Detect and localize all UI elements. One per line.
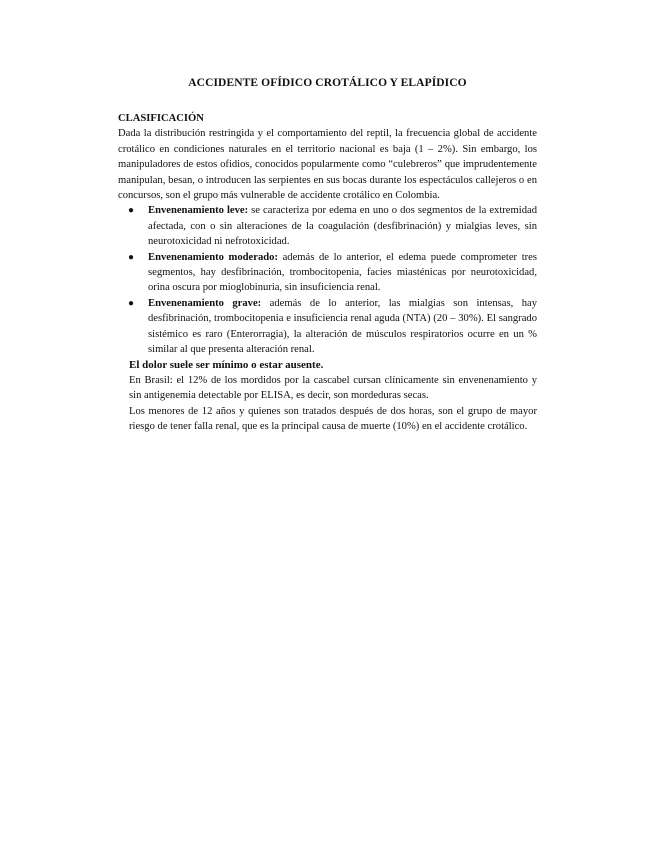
bullet-term: Envenenamiento moderado: [148,251,278,263]
bullet-text: además de lo anterior, el edema puede comprometer tres segmentos, hay desfibrinación, trombocitopenia, facies miasténicas por neurotoxicidad, orina oscura por mioglobinuria, sin insuficiencia renal. [148,251,537,294]
document-body [118,111,537,435]
list-item [128,203,537,249]
final-paragraph: Los menores de 12 años y quienes son tratados después de dos horas, son el grupo de mayor riesgo de tener falla renal, que es la principal causa de muerte (10%) en el accidente crotálico. [129,405,537,433]
bullet-term: Envenenamiento grave: [148,297,262,309]
bullet-icon: ● [128,205,135,217]
bold-statement: El dolor suele ser mínimo o estar ausente. [129,358,324,371]
severity-list [118,203,537,357]
brasil-paragraph: En Brasil: el 12% de los mordidos por la cascabel cursan clínicamente sin envenenamiento y sin antigenemia detectable por ELISA, es decir, son mordeduras secas. [129,374,537,402]
document-title: ACCIDENTE OFÍDICO CROTÁLICO Y ELAPÍDICO [188,77,467,89]
list-item [128,250,537,296]
bullet-icon: ● [128,251,135,263]
bullet-text: además de lo anterior, las mialgias son intensas, hay desfibrinación, trombocitopenia e insuficiencia renal aguda (NTA) (20 – 30%). El sangrado sistémico es raro (Enterorragia), la alteración de músculos respiratorios ocurre en un % similar al que presenta alteración renal. [148,297,537,356]
bullet-text: se caracteriza por edema en uno o dos segmentos de la extremidad afectada, con o sin alteraciones de la coagulación (desfibrinación) y mialgias leves, sin neurotoxicidad ni nefrotoxicidad. [148,205,537,248]
bullet-icon: ● [128,297,135,309]
bullet-term: Envenenamiento leve: [148,205,249,217]
section-heading: CLASIFICACIÓN [118,113,204,124]
intro-paragraph: Dada la distribución restringida y el comportamiento del reptil, la frecuencia global de accidente crotálico en condiciones naturales en el territorio nacional es baja (1 – 2%). Sin embargo, los manipuladores de estos ofidios, conocidos popularmente como “culebreros” que imprudentemente manipulan, besan, o introducen las serpientes en sus bocas durante los espectáculos callejeros o en concursos, son el grupo más vulnerable de accidente crotálico en Colombia. [118,128,537,202]
list-item [128,296,537,358]
